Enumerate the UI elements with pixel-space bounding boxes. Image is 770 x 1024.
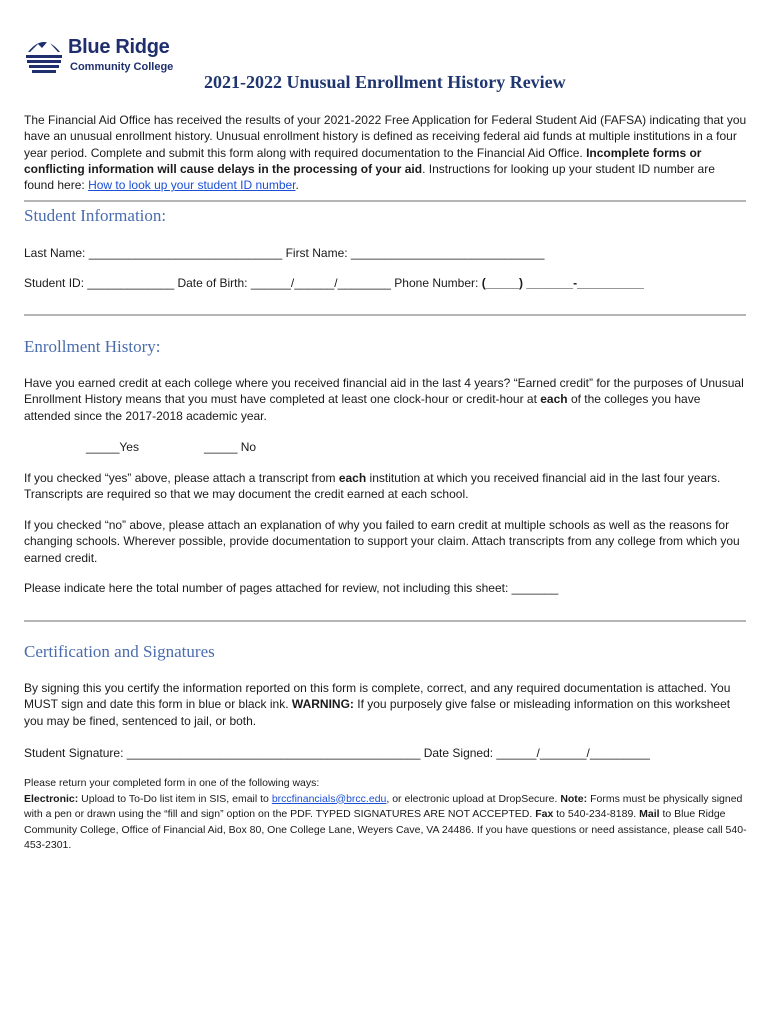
note-text: Forms must be physically signed with a pen or drawn using the “fill and sign” option on the PDF. TYPED SIGNATURES ARE NOT ACCEPTED. (24, 792, 743, 820)
question-text: Have you earned credit at each college where you received financial aid in the last 4 years? “Earned credit” for the purposes of Unusual Enrollment History means that you must have completed at least one clock-hour or credit-hour at (24, 376, 744, 407)
question-emphasis: each (540, 392, 568, 407)
phone-field[interactable]: (_____) _______-__________ (481, 276, 644, 290)
yes-instructions (24, 470, 748, 503)
return-instructions (24, 776, 748, 854)
yes-text-2: institution at which you received financial aid in the last four years. Transcripts are required so that we may document the credit earned at each school. (24, 471, 721, 502)
mountain-logo-icon (24, 36, 64, 76)
student-info-heading: Student Information: (24, 206, 167, 225)
no-instructions: If you checked “no” above, please attach an explanation of why you failed to earn credit at multiple schools as well as the reasons for changing schools. Wherever possible, provide documentation to support your claim. Attach transcripts from any college from which you earned credit. (24, 518, 740, 565)
intro-paragraph (24, 112, 748, 193)
logo-name: Blue Ridge (68, 36, 170, 58)
intro-warning: Incomplete forms or conflicting information will cause delays in the processing of your aid (24, 145, 702, 176)
certification-text (24, 680, 748, 729)
id-dob-fields[interactable]: Student ID: _____________ Date of Birth: ______/______/________ Phone Number: (24, 276, 482, 290)
mail-text: to Blue Ridge Community College, Office of Financial Aid, Box 80, One College Lane, Weyers Cave, VA 24486. If you have questions or need assistance, please call 540-453-2301. (24, 808, 747, 851)
certification-text-2: If you purposely give false or misleading information on this worksheet you may be fined, sentenced to jail, or both. (24, 697, 731, 728)
certification-text-1: By signing this you certify the information reported on this form is complete, correct, and any required documentation is attached. You MUST sign and date this form in blue or black ink. (24, 681, 731, 712)
email-link[interactable]: brccfinancials@brcc.edu (271, 792, 387, 805)
intro-text: The Financial Aid Office has received the results of your 2021-2022 Free Application for Federal Student Aid (FAFSA) indicating that you have an unusual enrollment history. Unusual enrollment history is defined as receiving federal aid funds at multiple institutions in a four year period. Complete and submit this form along with required documentation to the Financial Aid Office. (24, 113, 747, 160)
fax-label: Fax (535, 808, 554, 820)
section-divider (24, 200, 746, 202)
signature-row[interactable]: Student Signature: ____________________________________________ Date Signed: ______/_______/_________ (24, 746, 650, 760)
yes-emphasis: each (338, 471, 367, 485)
certification-heading: Certification and Signatures (24, 642, 215, 661)
electronic-text-2: , or electronic upload at DropSecure. (386, 792, 561, 805)
no-option[interactable]: _____ No (204, 440, 257, 454)
warning-label: WARNING: (291, 697, 354, 712)
enrollment-heading: Enrollment History: (24, 337, 161, 356)
fax-text: to 540-234-8189. (553, 808, 640, 820)
mail-label: Mail (639, 808, 660, 820)
yes-option[interactable]: _____Yes (86, 440, 139, 454)
student-id-help-link[interactable]: How to look up your student ID number (88, 178, 296, 193)
name-fields-row[interactable]: Last Name: _____________________________ First Name: _____________________________ (24, 246, 545, 260)
page-title: 2021-2022 Unusual Enrollment History Review (204, 72, 566, 92)
electronic-text: Upload to To-Do list item in SIS, email to (78, 792, 272, 805)
section-divider (24, 620, 746, 622)
id-dob-phone-row[interactable] (24, 276, 644, 290)
logo-subtitle: Community College (70, 61, 174, 73)
pages-attached-field[interactable]: Please indicate here the total number of pages attached for review, not including this sheet: _______ (24, 581, 559, 595)
electronic-label: Electronic: (24, 792, 79, 805)
enrollment-question (24, 375, 748, 424)
college-logo (24, 36, 194, 80)
return-intro: Please return your completed form in one of the following ways: (24, 777, 320, 789)
intro-text-2: . Instructions for looking up your student ID number are found here: (24, 161, 715, 193)
note-label: Note: (560, 792, 588, 805)
yes-text: If you checked “yes” above, please attach a transcript from (24, 471, 339, 485)
intro-end: . (295, 178, 299, 193)
question-text-2: of the colleges you have attended since the 2017-2018 academic year. (24, 392, 701, 423)
section-divider (24, 314, 746, 316)
